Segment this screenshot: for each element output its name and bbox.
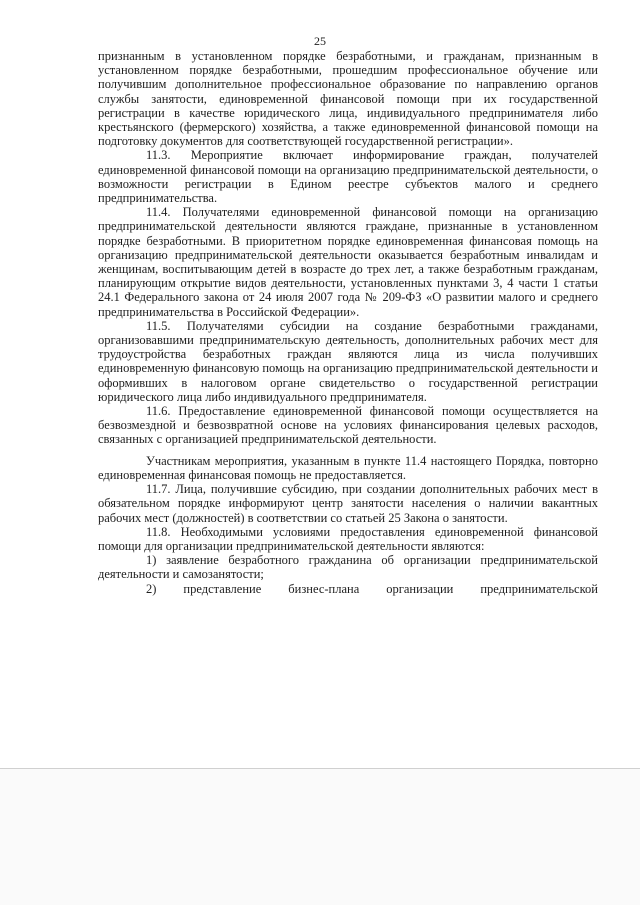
- paragraph-participants: Участникам мероприятия, указанным в пункте 11.4 настоящего Порядка, повторно единовременная финансовая помощь не предоставляется.: [98, 453, 598, 482]
- list-item-1: 1) заявление безработного гражданина об организации предпринимательской деятельности и самозанятости;: [98, 553, 598, 582]
- list-item-2: 2) представление бизнес-плана организации предпринимательской: [146, 581, 598, 596]
- paragraph-11-4: 11.4. Получателями единовременной финансовой помощи на организацию предпринимательской деятельности являются граждане, признанные в установленном порядке безработными. В приоритетном порядке единовременная финансовая помощь на организацию предпринимательской деятельности оказывается безработным инвалидам и женщинам, воспитывающим детей в возрасте до трех лет, а также безработным гражданам, планирующим открытие видов деятельности, установленных пунктами 3, 4 части 1 статьи 24.1 Федерального закона от 24 июля 2007 года № 209-ФЗ «О развитии малого и среднего предпринимательства в Российской Федерации».: [98, 205, 598, 319]
- paragraph-continuation: признанным в установленном порядке безработными, и гражданам, признанным в установленном порядке безработными, прошедшим профессиональное обучение или получившим дополнительное профессиональное образование по направлению органов службы занятости, единовременной финансовой помощи при их государственной регистрации в качестве юридического лица, индивидуального предпринимателя либо крестьянского (фермерского) хозяйства, а также единовременной финансовой помощи на подготовку документов для соответствующей государственной регистрации».: [98, 49, 598, 149]
- paragraph-11-5: 11.5. Получателями субсидии на создание безработными гражданами, организовавшими предпринимательскую деятельность, дополнительных рабочих мест для трудоустройства безработных граждан являются лица из числа получивших единовременную финансовую помощь на организацию предпринимательской деятельности и оформивших в налоговом органе свидетельство о государственной регистрации юридического лица либо индивидуального предпринимателя.: [98, 318, 598, 404]
- paragraph-11-7: 11.7. Лица, получившие субсидию, при создании дополнительных рабочих мест в обязательном порядке информируют центр занятости населения о наличии вакантных рабочих мест (должностей) в соответствии со статьей 25 Закона о занятости.: [98, 482, 598, 525]
- paragraph-11-3: 11.3. Мероприятие включает информирование граждан, получателей единовременной финансовой помощи на организацию предпринимательской деятельности, о возможности регистрации в Едином реестре субъектов малого и среднего предпринимательства.: [98, 148, 598, 206]
- document-body: [98, 49, 598, 596]
- paragraph-11-8: 11.8. Необходимыми условиями предоставления единовременной финансовой помощи для организации предпринимательской деятельности являются:: [98, 524, 598, 553]
- page-number: 25: [314, 34, 326, 48]
- paragraph-11-6: 11.6. Предоставление единовременной финансовой помощи осуществляется на безвозмездной и безвозвратной основе на условиях финансирования целевых расходов, связанных с организацией предпринимательской деятельности.: [98, 404, 598, 447]
